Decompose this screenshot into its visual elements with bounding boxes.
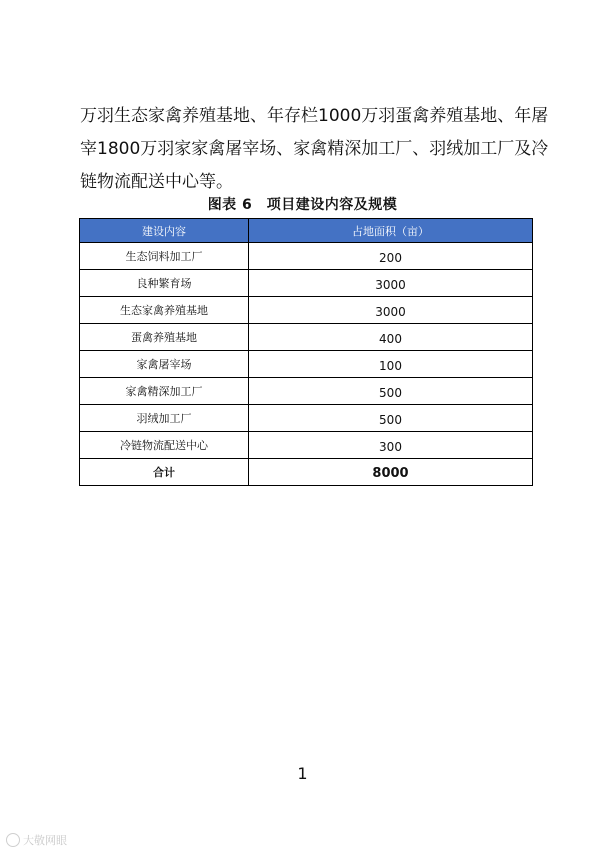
table-row: [80, 324, 533, 351]
row-area: 300: [249, 432, 533, 459]
table-row: [80, 297, 533, 324]
total-label: 合计: [80, 459, 249, 486]
paragraph-line-1: 万羽生态家禽养殖基地、年存栏1000万羽蛋禽养殖基地、年屠: [80, 106, 549, 126]
table-row: [80, 270, 533, 297]
row-name: 冷链物流配送中心: [80, 432, 249, 459]
header-land-area: 占地面积（亩）: [249, 219, 533, 243]
row-name: 家禽屠宰场: [80, 351, 249, 378]
table-row: [80, 243, 533, 270]
table-row: [80, 405, 533, 432]
table-row: [80, 351, 533, 378]
watermark-text: 大敬网眼: [23, 834, 67, 847]
watermark: [6, 832, 67, 848]
table-row: [80, 378, 533, 405]
body-paragraph: [80, 100, 549, 199]
row-name: 生态饲料加工厂: [80, 243, 249, 270]
row-name: 蛋禽养殖基地: [80, 324, 249, 351]
row-name: 生态家禽养殖基地: [80, 297, 249, 324]
row-area: 500: [249, 378, 533, 405]
table-header-row: [80, 219, 533, 243]
row-area: 500: [249, 405, 533, 432]
paragraph-line-2: 宰1800万羽家家禽屠宰场、家禽精深加工厂、羽绒加工厂及冷: [80, 139, 549, 159]
total-area: 8000: [249, 459, 533, 486]
row-name: 羽绒加工厂: [80, 405, 249, 432]
page-number: 1: [297, 764, 308, 783]
project-table: [79, 218, 533, 486]
table-caption: 图表 6 项目建设内容及规模: [207, 197, 398, 213]
row-area: 3000: [249, 297, 533, 324]
row-name: 良种繁育场: [80, 270, 249, 297]
watermark-logo-icon: [6, 833, 20, 847]
header-construction-content: 建设内容: [80, 219, 249, 243]
row-area: 200: [249, 243, 533, 270]
row-area: 3000: [249, 270, 533, 297]
row-area: 100: [249, 351, 533, 378]
row-name: 家禽精深加工厂: [80, 378, 249, 405]
row-area: 400: [249, 324, 533, 351]
table-total-row: [80, 459, 533, 486]
table-row: [80, 432, 533, 459]
paragraph-line-3: 链物流配送中心等。: [80, 172, 233, 192]
